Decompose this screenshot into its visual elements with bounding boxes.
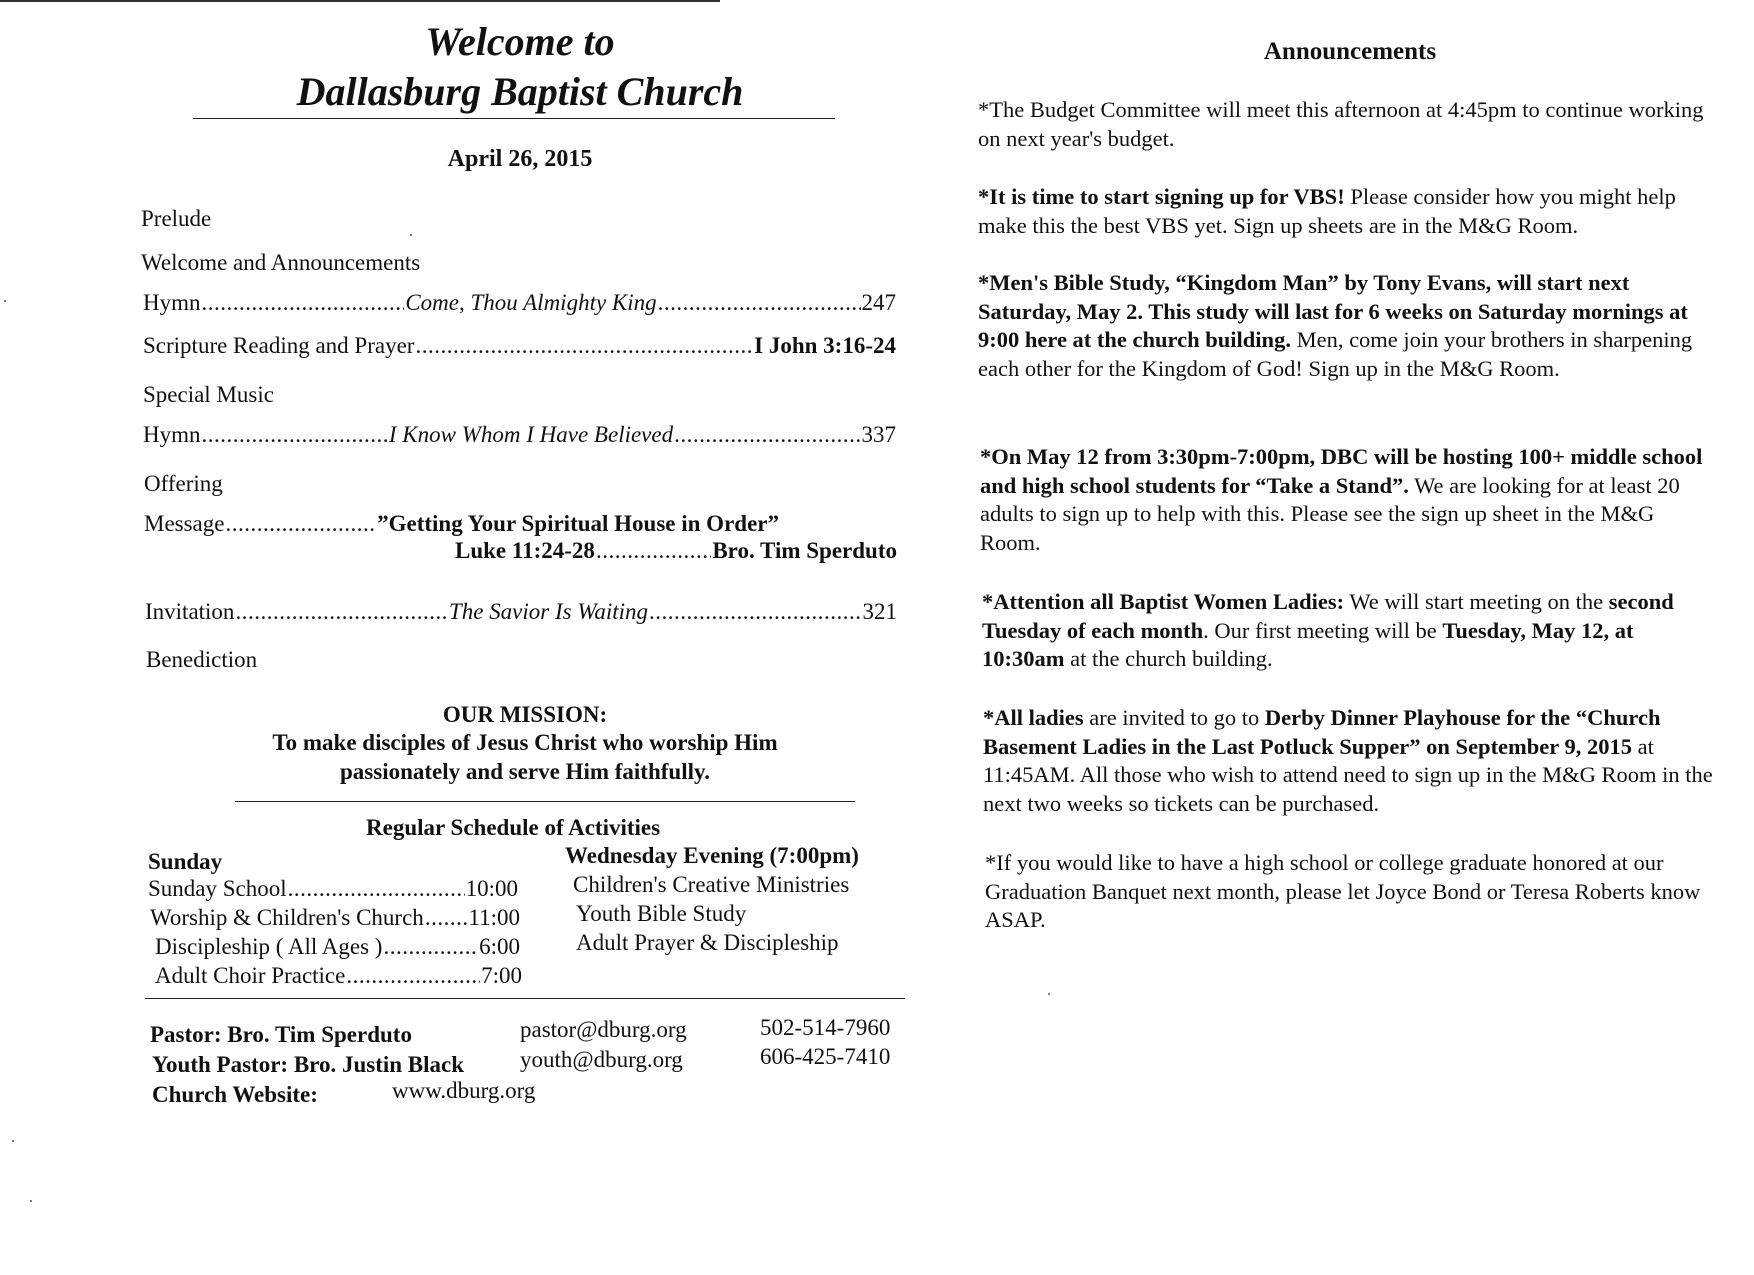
discipleship-row [155, 934, 520, 960]
pastor-email: pastor@dburg.org [520, 1017, 687, 1042]
announcement-take-a-stand-bold: *On May 12 from 3:30pm-7:00pm, DBC will be hosting 100+ middle school and high school students for “Take a Stand”. [980, 444, 1703, 498]
sunday-school-row [148, 876, 518, 902]
wednesday-item-2: Youth Bible Study [576, 901, 747, 926]
message-leader-dots [225, 511, 376, 537]
message-reference: Luke 11:24-28 [455, 538, 595, 563]
scan-speck [4, 300, 6, 302]
announcement-baptist-women-text-2: . Our first meeting will be [1203, 617, 1443, 643]
sunday-heading: Sunday [148, 849, 223, 874]
announcement-baptist-women-bold-2: second Tuesday of each month [982, 589, 1674, 643]
welcome-title-line1: Welcome to [425, 19, 615, 64]
worship-dots [425, 905, 468, 931]
scripture-row [143, 333, 896, 359]
announcement-budget-text: *The Budget Committee will meet this afternoon at 4:45pm to continue working on next year's budget. [978, 97, 1704, 151]
discipleship-label: Discipleship ( All Ages ) [155, 934, 383, 959]
announcements-heading: Announcements [1263, 38, 1437, 65]
announcement-take-a-stand [980, 443, 1720, 557]
special-music-item: Special Music [143, 382, 274, 407]
bulletin-date: April 26, 2015 [447, 146, 593, 172]
sunday-school-time: 10:00 [465, 876, 518, 901]
message-label: Message [144, 511, 225, 536]
benediction-item: Benediction [146, 647, 258, 672]
worship-row [150, 905, 520, 931]
announcement-baptist-women-text-1: We will start meeting on the [1344, 589, 1609, 614]
choir-row [155, 963, 522, 989]
schedule-rule [145, 998, 905, 999]
announcement-derby-dinner-bold-2: Derby Dinner Playhouse for the “Church Basement Ladies in the Last Potluck Supper” on September 9, 2015 [983, 705, 1661, 759]
website-url: www.dburg.org [392, 1078, 536, 1103]
wednesday-item-1: Children's Creative Ministries [573, 872, 850, 897]
title-rule [193, 118, 835, 119]
hymn-2-number: 337 [861, 422, 896, 447]
offering-item: Offering [144, 471, 223, 496]
worship-label: Worship & Children's Church [150, 905, 424, 930]
choir-label: Adult Choir Practice [155, 963, 346, 988]
announcement-budget [978, 96, 1708, 153]
hymn-1-leader-dots [202, 290, 405, 316]
announcement-derby-dinner-bold-1: *All ladies [983, 705, 1084, 730]
announcement-baptist-women-bold-3: Tuesday, May 12, at 10:30am [982, 617, 1634, 671]
invitation-number: 321 [862, 599, 898, 624]
scan-speck [12, 1140, 14, 1142]
youth-pastor-label: Youth Pastor: Bro. Justin Black [152, 1052, 465, 1077]
youth-email: youth@dburg.org [520, 1047, 683, 1072]
invitation-leader-dots [235, 599, 447, 625]
announcement-mens-study [978, 269, 1718, 383]
scripture-leader-dots [415, 333, 753, 359]
worship-time: 11:00 [468, 905, 520, 930]
mission-heading: OUR MISSION: [442, 702, 608, 727]
announcement-graduation [985, 849, 1720, 935]
scan-speck [1048, 993, 1050, 995]
hymn-2-label: Hymn [143, 422, 201, 447]
mission-line-1: To make disciples of Jesus Christ who worship Him [272, 730, 778, 755]
invitation-leader-dots-2 [649, 599, 861, 625]
announcement-derby-dinner [983, 704, 1733, 818]
sunday-school-dots [288, 876, 465, 902]
choir-time: 7:00 [481, 963, 522, 988]
announcement-baptist-women-bold-1: *Attention all Baptist Women Ladies: [982, 589, 1345, 614]
announcement-take-a-stand-text: We are looking for at least 20 adults to sign up to help with this. Please see the sign up sheet in the M&G Room. [980, 472, 1680, 555]
hymn-2-leader-dots-2 [674, 422, 860, 448]
youth-phone: 606-425-7410 [760, 1044, 891, 1069]
sunday-school-label: Sunday School [148, 876, 287, 901]
scripture-label: Scripture Reading and Prayer [143, 333, 415, 358]
announcement-derby-dinner-text-1: are invited to go to [1083, 705, 1265, 730]
hymn-1-row [143, 290, 896, 316]
hymn-2-leader-dots [202, 422, 388, 448]
message-speaker: Bro. Tim Sperduto [712, 538, 897, 563]
invitation-label: Invitation [145, 599, 235, 624]
mission-line-2: passionately and serve Him faithfully. [340, 759, 710, 784]
hymn-2-title: I Know Whom I Have Believed [388, 422, 674, 447]
message-title: ”Getting Your Spiritual House in Order” [377, 511, 779, 536]
wednesday-item-3: Adult Prayer & Discipleship [576, 930, 839, 955]
pastor-label: Pastor: Bro. Tim Sperduto [150, 1022, 412, 1047]
announcement-vbs [978, 183, 1708, 240]
scan-top-edge [0, 0, 720, 2]
schedule-heading: Regular Schedule of Activities [366, 815, 661, 840]
mission-rule [235, 801, 855, 802]
announcement-mens-study-text: Men, come join your brothers in sharpening each other for the Kingdom of God! Sign up in the M&G Room. [978, 327, 1693, 381]
announcement-baptist-women-text-3: at the church building. [1064, 646, 1273, 671]
website-label: Church Website: [152, 1082, 318, 1107]
announcement-vbs-bold: *It is time to start signing up for VBS! [978, 184, 1345, 209]
message-row [144, 511, 779, 537]
hymn-2-row [143, 422, 896, 448]
hymn-1-label: Hymn [143, 290, 201, 315]
scan-speck [30, 1200, 32, 1202]
church-name-title: Dallasburg Baptist Church [296, 69, 744, 114]
welcome-announcements-item: Welcome and Announcements [141, 250, 421, 275]
invitation-row [145, 599, 897, 625]
hymn-1-number: 247 [861, 290, 896, 315]
wednesday-heading: Wednesday Evening (7:00pm) [565, 843, 859, 868]
hymn-1-title: Come, Thou Almighty King [405, 290, 657, 315]
discipleship-time: 6:00 [479, 934, 520, 959]
choir-dots [346, 963, 480, 989]
discipleship-dots [383, 934, 478, 960]
scan-speck [410, 234, 412, 236]
announcement-baptist-women [982, 588, 1720, 674]
announcement-mens-study-bold: *Men's Bible Study, “Kingdom Man” by Tony Evans, will start next Saturday, May 2. This study will last for 6 weeks on Saturday mornings at 9:00 here at the church building. [978, 270, 1688, 352]
hymn-1-leader-dots-2 [658, 290, 861, 316]
prelude-item: Prelude [141, 206, 212, 231]
scripture-reference: I John 3:16-24 [754, 333, 896, 358]
announcement-graduation-text: *If you would like to have a high school or college graduate honored at our Graduation Banquet next month, please let Joyce Bond or Teresa Roberts know ASAP. [985, 850, 1701, 932]
message-reference-leader-dots [596, 538, 711, 564]
announcement-vbs-text: Please consider how you might help make this the best VBS yet. Sign up sheets are in the M&G Room. [978, 184, 1676, 238]
message-reference-row [455, 538, 897, 564]
announcement-derby-dinner-text-2: at 11:45AM. All those who wish to attend need to sign up in the M&G Room in the next two weeks so tickets can be purchased. [983, 733, 1713, 816]
invitation-title: The Savior Is Waiting [448, 599, 649, 624]
pastor-phone: 502-514-7960 [760, 1015, 891, 1040]
